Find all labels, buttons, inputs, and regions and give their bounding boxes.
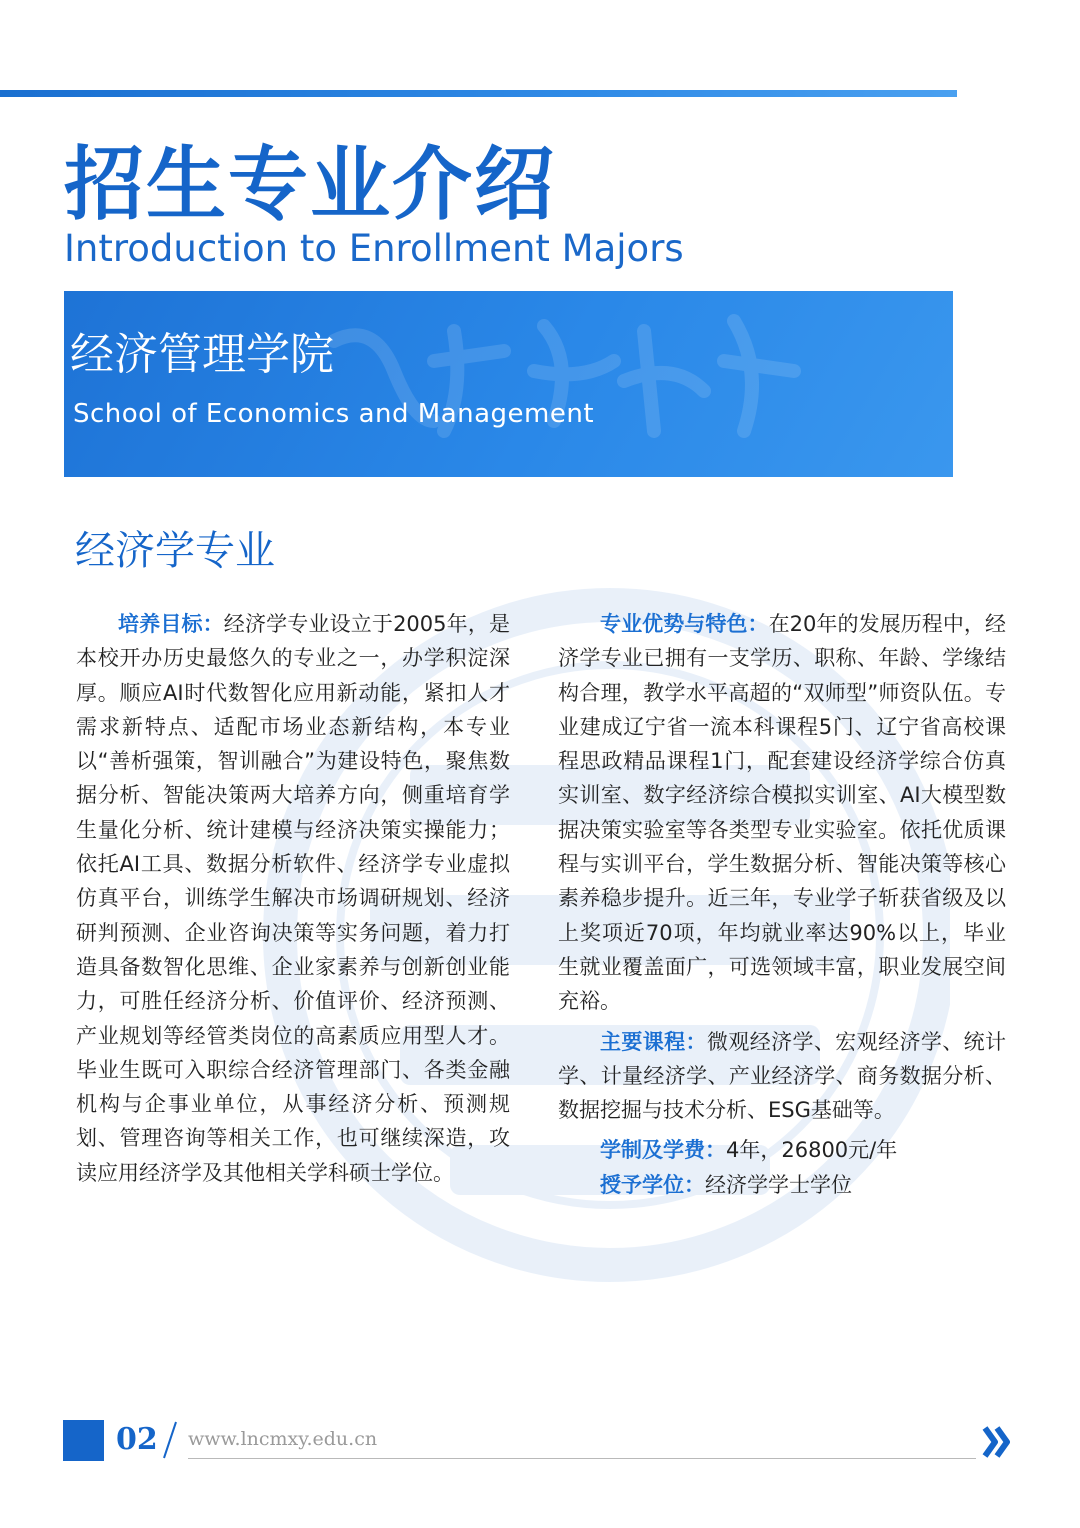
school-name-cn: 经济管理学院 bbox=[70, 329, 334, 380]
degree-label: 授予学位： bbox=[600, 1171, 705, 1197]
website-url[interactable]: www.lncmxy.edu.cn bbox=[188, 1428, 378, 1450]
top-accent-rule bbox=[0, 90, 957, 97]
duration-label: 学制及学费： bbox=[600, 1137, 726, 1163]
training-objective-section bbox=[76, 607, 510, 1190]
courses-paragraph bbox=[558, 1025, 1006, 1128]
training-objective-label: 培养目标： bbox=[118, 611, 224, 636]
advantage-paragraph bbox=[558, 607, 1006, 1019]
slash-divider-icon bbox=[158, 1418, 182, 1462]
page-number: 02 bbox=[116, 1422, 158, 1457]
degree-text: 经济学学士学位 bbox=[705, 1172, 852, 1197]
page-subtitle: Introduction to Enrollment Majors bbox=[64, 227, 684, 270]
advantage-label: 专业优势与特色： bbox=[600, 611, 769, 636]
duration-text: 4年，26800元/年 bbox=[726, 1138, 898, 1163]
degree-paragraph bbox=[558, 1168, 1006, 1202]
duration-paragraph bbox=[558, 1133, 1006, 1167]
courses-text: 微观经济学、宏观经济学、统计学、计量经济学、产业经济学、商务数据分析、数据挖掘与技术分析、ESG基础等。 bbox=[558, 1029, 1007, 1123]
page-title: 招生专业介绍 bbox=[64, 137, 556, 231]
courses-label: 主要课程： bbox=[600, 1028, 707, 1054]
advantage-text: 在20年的发展历程中，经济学专业已拥有一支学历、职称、年龄、学缘结构合理，教学水平高超的“双师型”师资队伍。专业建成辽宁省一流本科课程5门、辽宁省高校课程思政精品课程1门，配套建设经济学综合仿真实训室、数字经济综合模拟实训室、AI大模型数据决策实验室等各类型专业实验室。依托优质课程与实训平台，学生数据分析、智能决策等核心素养稳步提升。近三年，专业学子斩获省级及以上奖项近70项，年均就业率达90%以上，毕业生就业覆盖面广，可选领域丰富，职业发展空间充裕。 bbox=[558, 612, 1006, 1014]
school-banner bbox=[64, 291, 953, 477]
major-title: 经济学专业 bbox=[75, 528, 275, 574]
footer-divider bbox=[188, 1458, 976, 1459]
training-objective-text: 经济学专业设立于2005年，是本校开办历史最悠久的专业之一，办学积淀深厚。顺应AI时代数智化应用新动能，紧扣人才需求新特点、适配市场业态新结构，本专业以“善析强策，智训融合”为建设特色，聚焦数据分析、智能决策两大培养方向，侧重培育学生量化分析、统计建模与经济决策实操能力；依托AI工具、数据分析软件、经济学专业虚拟仿真平台，训练学生解决市场调研规划、经济研判预测、企业咨询决策等实务问题，着力打造具备数智化思维、企业家素养与创新创业能力，可胜任经济分析、价值评价、经济预测、产业规划等经管类岗位的高素质应用型人才。毕业生既可入职综合经济管理部门、各类金融机构与企事业单位，从事经济分析、预测规划、管理咨询等相关工作，也可继续深造，攻读应用经济学及其他相关学科硕士学位。 bbox=[76, 612, 510, 1185]
footer-square-icon bbox=[63, 1420, 104, 1461]
school-name-en: School of Economics and Management bbox=[73, 399, 595, 429]
right-column bbox=[558, 607, 1006, 1202]
double-chevron-right-icon[interactable] bbox=[982, 1425, 1012, 1459]
